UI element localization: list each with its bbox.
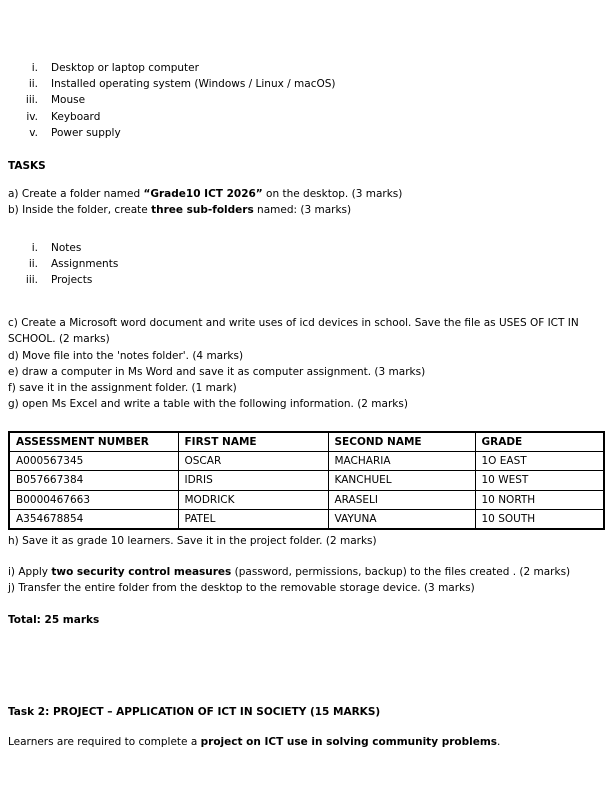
task-a-post: on the desktop. (3 marks) bbox=[262, 188, 403, 200]
list-item-text: Desktop or laptop computer bbox=[51, 62, 199, 74]
table-cell: 10 SOUTH bbox=[475, 509, 604, 529]
list-item bbox=[8, 76, 604, 92]
table-cell: MACHARIA bbox=[328, 452, 475, 471]
task2-intro-bold: project on ICT use in solving community problems bbox=[200, 736, 498, 748]
task-i-post: (password, permissions, backup) to the files created . (2 marks) bbox=[231, 566, 571, 578]
table-cell: 1O EAST bbox=[475, 452, 604, 471]
table-header-cell: FIRST NAME bbox=[178, 432, 328, 452]
task-b-post: named: (3 marks) bbox=[253, 204, 352, 216]
task-line-g: g) open Ms Excel and write a table with the following information. (2 marks) bbox=[8, 398, 408, 410]
table-header-cell: SECOND NAME bbox=[328, 432, 475, 452]
list-numeral: ii. bbox=[28, 258, 38, 271]
table-cell: 10 WEST bbox=[475, 471, 604, 490]
task-b-bold: three sub-folders bbox=[151, 204, 254, 216]
list-item-text: Projects bbox=[51, 274, 93, 287]
list-numeral: iii. bbox=[25, 274, 38, 287]
table-cell: ARASELI bbox=[328, 490, 475, 509]
list-numeral: iv. bbox=[26, 110, 38, 123]
table-row bbox=[9, 509, 604, 529]
tasks-heading: TASKS bbox=[8, 160, 46, 172]
table-cell: B0000467663 bbox=[9, 490, 178, 509]
task2-intro-line bbox=[8, 734, 604, 750]
task-line-i bbox=[8, 564, 604, 580]
assessment-table-wrapper bbox=[8, 431, 604, 530]
table-cell: PATEL bbox=[178, 509, 328, 529]
table-row bbox=[9, 471, 604, 490]
task2-heading: Task 2: PROJECT – APPLICATION OF ICT IN SOCIETY (15 MARKS) bbox=[8, 706, 381, 718]
task2-intro-post: . bbox=[497, 736, 501, 748]
table-cell: VAYUNA bbox=[328, 509, 475, 529]
table-row bbox=[9, 452, 604, 471]
assessment-table bbox=[8, 431, 605, 530]
list-item bbox=[8, 272, 604, 288]
task-i-bold: two security control measures bbox=[51, 566, 232, 578]
table-cell: MODRICK bbox=[178, 490, 328, 509]
task-i-pre: i) Apply bbox=[8, 566, 52, 578]
list-numeral: i. bbox=[31, 62, 38, 74]
list-item-text: Notes bbox=[51, 242, 82, 254]
list-numeral: ii. bbox=[28, 78, 38, 91]
table-cell: IDRIS bbox=[178, 471, 328, 490]
task-line-b bbox=[8, 202, 604, 218]
table-cell: B057667384 bbox=[9, 471, 178, 490]
table-cell: 10 NORTH bbox=[475, 490, 604, 509]
list-item bbox=[8, 125, 604, 141]
table-header-cell: ASSESSMENT NUMBER bbox=[9, 432, 178, 452]
total-marks-line: Total: 25 marks bbox=[8, 614, 100, 626]
list-item bbox=[8, 240, 604, 256]
list-item-text: Mouse bbox=[51, 94, 86, 107]
list-numeral: iii. bbox=[25, 94, 38, 107]
task2-intro-pre: Learners are required to complete a bbox=[8, 736, 201, 748]
task-line-h: h) Save it as grade 10 learners. Save it in the project folder. (2 marks) bbox=[8, 535, 377, 547]
list-item-text: Keyboard bbox=[51, 110, 101, 123]
list-item bbox=[8, 256, 604, 272]
list-item-text: Power supply bbox=[51, 126, 121, 139]
list-item-text: Assignments bbox=[51, 258, 119, 271]
task-b-pre: b) Inside the folder, create bbox=[8, 204, 152, 216]
task-line-e: e) draw a computer in Ms Word and save it as computer assignment. (3 marks) bbox=[8, 366, 426, 378]
task-line-a bbox=[8, 186, 604, 202]
table-header-cell: GRADE bbox=[475, 432, 604, 452]
table-cell: A354678854 bbox=[9, 509, 178, 529]
table-cell: A000567345 bbox=[9, 452, 178, 471]
list-numeral: i. bbox=[31, 242, 38, 254]
table-header-row bbox=[9, 432, 604, 452]
task-line-j: j) Transfer the entire folder from the desktop to the removable storage device. (3 marks) bbox=[8, 582, 475, 594]
task-a-bold: “Grade10 ICT 2026” bbox=[143, 188, 263, 200]
task-a-pre: a) Create a folder named bbox=[8, 188, 144, 200]
table-row bbox=[9, 490, 604, 509]
task-line-d: d) Move file into the 'notes folder'. (4 marks) bbox=[8, 350, 244, 362]
table-cell: KANCHUEL bbox=[328, 471, 475, 490]
list-item bbox=[8, 92, 604, 108]
table-cell: OSCAR bbox=[178, 452, 328, 471]
list-numeral: v. bbox=[29, 126, 38, 139]
task-line-c: c) Create a Microsoft word document and write uses of icd devices in school. Save the file as USES OF ICT IN SCHOOL. (2 marks) bbox=[8, 317, 579, 346]
list-item bbox=[8, 109, 604, 125]
equipment-list bbox=[8, 60, 604, 141]
task-line-f: f) save it in the assignment folder. (1 mark) bbox=[8, 382, 237, 394]
list-item bbox=[8, 60, 604, 76]
subfolders-list bbox=[8, 240, 604, 289]
list-item-text: Installed operating system (Windows / Linux / macOS) bbox=[51, 78, 336, 91]
